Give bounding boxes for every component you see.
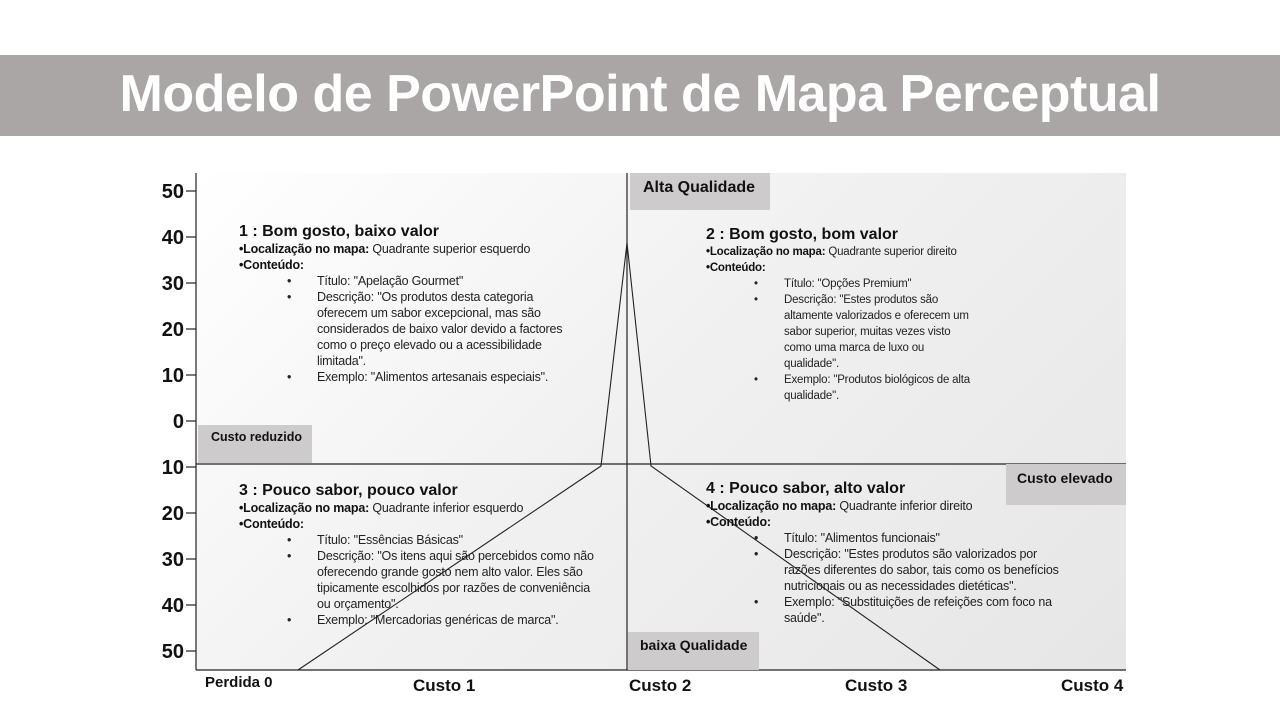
y-tick-label: 40 [161,227,184,249]
location-label: •Localização no mapa: [239,501,370,515]
list-item: • Exemplo: "Substituições de refeições com foco na saúde". [706,594,1068,626]
y-tick-marks [186,191,196,651]
content-row [706,514,1068,530]
y-tick-label: 0 [172,411,184,433]
x-tick-label: Custo 1 [413,676,476,695]
list-item: • Título: "Opções Premium" [706,276,974,292]
x-tick-label: Custo 2 [629,676,692,695]
list-item: • Título: "Alimentos funcionais" [706,530,1068,546]
list-item: • Título: "Apelação Gourmet" [239,273,569,289]
quadrant-heading: 3 : Pouco sabor, pouco valor [239,482,458,499]
quadrant-heading: 1 : Bom gosto, baixo valor [239,223,440,240]
y-tick-label: 10 [161,365,184,387]
high-quality-label: Alta Qualidade [630,173,770,210]
content-row [706,260,974,276]
x-tick-label: Perdida 0 [205,674,273,691]
location-label: •Localização no mapa: [239,242,370,256]
page-title: Modelo de PowerPoint de Mapa Perceptual [119,65,1161,123]
location-row [239,500,601,516]
y-tick-label: 50 [161,641,184,663]
y-tick-label: 50 [161,181,184,203]
x-tick-label: Custo 3 [845,676,908,695]
quadrant-2 [706,225,974,404]
content-label: •Conteúdo: [239,517,304,531]
content-list [706,530,1068,626]
content-list [706,276,974,404]
content-row [239,516,601,532]
location-row [706,498,1068,514]
y-tick-label: 20 [161,319,184,341]
quadrant-heading: 2 : Bom gosto, bom valor [706,226,899,243]
y-tick-label: 30 [161,273,184,295]
location-value: Quadrante superior direito [828,246,957,258]
list-item: • Descrição: "Os itens aqui são percebidos como não oferecendo grande gosto nem alto valor. Eles são tipicamente escolhidos por razões de conveniência ou orçamento". [239,548,601,612]
list-item: • Título: "Essências Básicas" [239,532,601,548]
quadrant-3 [239,481,601,628]
content-list [239,273,569,385]
content-row [239,257,569,273]
y-tick-label: 40 [161,595,184,617]
location-label: •Localização no mapa: [706,499,837,513]
quadrant-4 [706,479,1068,626]
location-value: Quadrante superior esquerdo [372,242,531,256]
low-quality-label: baixa Qualidade [628,632,759,670]
location-label: •Localização no mapa: [706,246,826,258]
location-value: Quadrante inferior esquerdo [372,501,524,515]
content-list [239,532,601,628]
list-item: • Exemplo: "Alimentos artesanais especiais". [239,369,569,385]
y-tick-label: 20 [161,503,184,525]
x-tick-label: Custo 4 [1061,676,1124,695]
high-cost-label: Custo elevado [1006,464,1126,505]
list-item: • Descrição: "Estes produtos são altamente valorizados e oferecem um sabor superior, muitas vezes visto como uma marca de luxo ou qualidade". [706,292,974,372]
location-row [706,244,974,260]
low-cost-label: Custo reduzido [198,425,312,463]
list-item: • Exemplo: "Mercadorias genéricas de marca". [239,612,601,628]
quadrant-heading: 4 : Pouco sabor, alto valor [706,480,906,497]
location-row [239,241,569,257]
list-item: • Exemplo: "Produtos biológicos de alta qualidade". [706,372,974,404]
content-label: •Conteúdo: [706,515,771,529]
content-label: •Conteúdo: [706,262,766,274]
y-tick-label: 30 [161,549,184,571]
content-label: •Conteúdo: [239,258,304,272]
location-value: Quadrante inferior direito [839,499,973,513]
list-item: • Descrição: "Estes produtos são valorizados por razões diferentes do sabor, tais como os benefícios nutricionais ou as necessidades dietéticas". [706,546,1068,594]
y-tick-label: 10 [161,457,184,479]
list-item: • Descrição: "Os produtos desta categoria oferecem um sabor excepcional, mas são considerados de baixo valor devido a factores como o preço elevado ou a acessibilidade limitada". [239,289,569,369]
quadrant-1 [239,222,569,385]
